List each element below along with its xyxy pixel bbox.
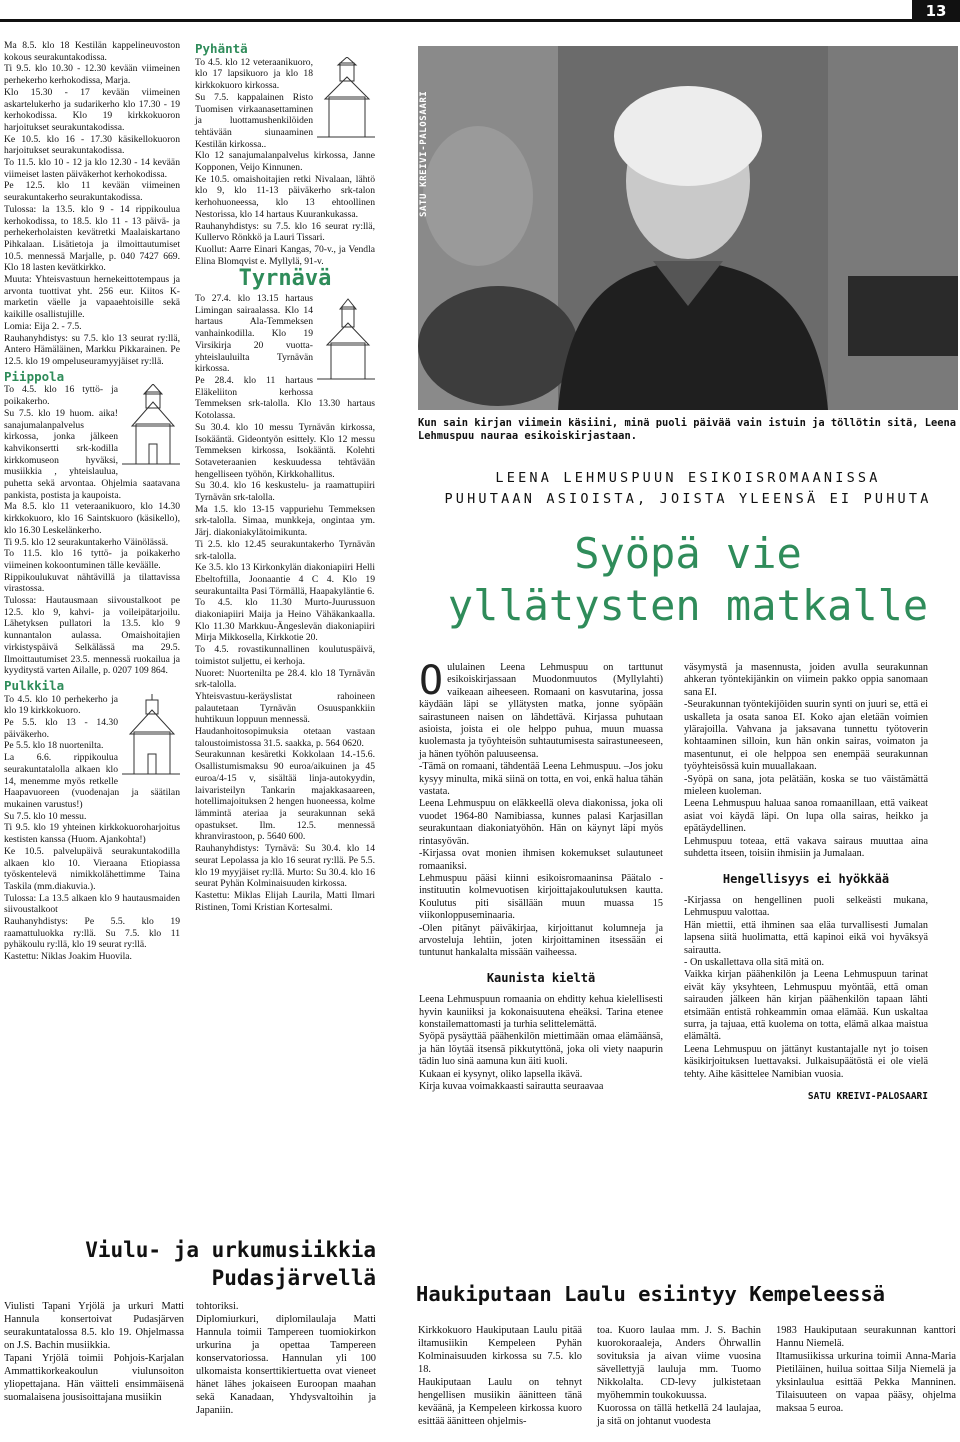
pulkkila-item: Tulossa: La 13.5 alkaen klo 9 hautausmaiden siivoustalkoot [4, 892, 180, 916]
article-paragraph: -Olen pitänyt päiväkirjaa, kirjoittanut kolumneja ja arvosteluja lehtiin, joten kirjoittaminen itsessään ei tuntunut hankalalta missään vaiheessa. [419, 922, 663, 959]
article-paragraph: -Syöpä on sana, jota pelätään, koska se tuo väistämättä mieleen kuoleman. [684, 773, 928, 798]
tyrnava-item: Ti 2.5. klo 12.45 seurakuntakerho Tyrnävän srk-talolla. [195, 538, 375, 562]
article-kicker [418, 468, 958, 510]
viulu-paragraph: tohtoriksi. [196, 1301, 239, 1312]
viulu-column-2 [196, 1300, 376, 1417]
article-paragraph: Hän miettii, että ihminen saa eläa turvallisesti Jumalan lapsena siitä huolimatta, että kapinoi eikä voi hyväksyä sairautta. [684, 919, 928, 956]
tyrnava-item: Ke 3.5. klo 13 Kirkonkylän diakoniapiiri Helli Ebeltoftilla, Joonaantie 4 C 4. Klo 19 seurakuntailta Pasi Törmällä, Haapakyläntie 6. [195, 562, 375, 597]
left-p5: To 11.5. klo 10 - 12 ja klo 12.30 - 14 kevään viimeiset lasten päiväkerhot kerhokodissa. [4, 157, 180, 180]
viulu-paragraph: Tapani Yrjölä toimii Pohjois-Karjalan Ammattikorkeakoulun viulunsoiton yliopettajana. Hän väitteli ensimmäisenä suomalaisena jousisoittajana musiikin [4, 1353, 184, 1403]
article-paragraph: Kirja kuvaa voimakkaasti sairautta seuraavaa [419, 1081, 604, 1092]
article-byline: SATU KREIVI-PALOSAARI [807, 1091, 928, 1102]
haukipudas-headline: Haukiputaan Laulu esiintyy Kempeleessä [416, 1282, 885, 1306]
tyrnava-item: Nuoret: Nuortenilta pe 28.4. klo 18 Tyrnävän srk-talolla. [195, 667, 375, 691]
piippola-item: To 11.5. klo 16 tyttö- ja poikakerho viimeinen kokoontuminen tälle keväälle. [4, 548, 180, 571]
article-column-1 [419, 658, 663, 1093]
page-header [0, 0, 960, 20]
article-paragraph: Lehmuspuu toteaa, että vakava sairaus muuttaa aina suhdetta itseen, toisiin ihmisiin ja Jumalaan. [684, 835, 928, 860]
photo-credit: SATU KREIVI-PALOSAARI [419, 90, 429, 217]
pyhanta-item: Klo 12 sanajumalanpalvelus kirkossa, Janne Kopponen, Veijo Kinnunen. [195, 150, 375, 174]
subheading-hengellisyys: Hengellisyys ei hyökkää [722, 871, 890, 886]
viulu-paragraph: Viulisti Tapani Yrjölä ja urkuri Matti Hannula konsertoivat Pudasjärven seurakuntatalossa 8.5. klo 19. Ohjelmassa on J.S. Bachin musiikkia. [4, 1301, 184, 1351]
left-column [4, 40, 180, 963]
tyrnava-item: Su 30.4. klo 10 messu Tyrnävän kirkossa, Isokääntä. Gideontyön esittely. Klo 12 messu Temmeksen kirkossa, Isokääntä. Kolehti Sotaveteraanien keskuudessa tehtävään hengelliseen työhön, Kirkkohallitus. [195, 421, 375, 480]
pulkkila-item: Ke 10.5. palvelupäivä seurakuntakodilla alkaen klo 10. Vieraana Etiopiassa työskentelevä nimikkolähettimme Taina Taskila (mm.diakuvia.). [4, 845, 180, 892]
section-title-piippola: Piippola [4, 368, 65, 384]
church-icon [122, 694, 180, 778]
piippola-item: Ma 8.5. klo 11 veteraanikuoro, klo 14.30 kirkkokuoro, klo 16 Saintskuoro (käsikello), klo 16.30 Leskelänkerho. [4, 501, 180, 536]
headline-line-1: Syöpä vie [574, 529, 802, 578]
pulkkila-item: Pe 5.5. klo 18 nuortenilta. [4, 740, 104, 752]
left-p2: Ti 9.5. klo 10.30 - 12.30 kevään viimeinen perhekerho kerhokodissa, Marja. [4, 63, 180, 87]
tyrnava-item: To 4.5. rovastikunnallinen koulutuspäivä, toimistot suljettu, ei kerhoja. [195, 644, 375, 667]
church-icon [122, 384, 180, 468]
tyrnava-item: Rauhanyhdistys: Tyrnävä: Su 30.4. klo 14 seurat Lepolassa ja klo 16 seurat ry:llä. Pe 5.5. klo 19 myyjäiset ry:llä. Murto: Su 30.4. klo 16 seurat Pyhän Kolminaisuuden kirkossa. [195, 843, 375, 890]
headline-line-2: yllätysten matkalle [447, 581, 929, 630]
left-p8: Muuta: Yhteisvastuun hernekeittotempaus ja arvonta tuottivat yht. 256 eur. Kiitos K-marketin väelle ja vapaaehtoisille sekä kaikille osallistujille. [4, 274, 180, 321]
drop-cap: O [419, 658, 444, 704]
article-paragraph: -Tämä on romaani, tähdentää Leena Lehmuspuu. –Jos joku kysyy minulta, mikä siinä on totta, en voi, enkä halua tähän vastata. [419, 761, 663, 798]
article-paragraph: -Seurakunnan työntekijöiden suurin synti on juuri se, että ei uskalleta ja osata sanoa EI. Koko ajan eletään voimien ylärajoilla. Vahvana ja jaksavana tunnettu työtoverin kohtaaminen silloin, kun hän onkin sairas, voimaton ja masentunut, ei ole helppoa sen enempää seurakunnan työyhteisössä kuin muuallakaan. [684, 699, 928, 773]
page-number: 13 [912, 0, 960, 22]
article-paragraph: -Kirjassa ovat monien ihmisen kokemukset sulautuneet romaaniksi. [419, 848, 663, 872]
viulu-column-1 [4, 1300, 184, 1404]
article-paragraph: Leena Lehmuspuu on jättänyt kustantajalle nyt jo toisen käsikirjoituksen luettavaksi. Julkaisupäätöstä ei ole vielä tehty. Aihe käsittelee Namibian vuosia. [684, 1043, 928, 1080]
pyhanta-item: Kuollut: Aarre Einari Kangas, 70-v., ja Vendla Elina Blomqvist e. Myllylä, 91-v. [195, 243, 375, 267]
kicker-line-2: PUHUTAAN ASIOISTA, JOISTA YLEENSÄ EI PUHUTA [444, 491, 932, 507]
article-paragraph: Syöpä pysäyttää päähenkilön miettimään omaa elämäänsä, ja hän löytää itsensä pikkutyttönä, joka oli viety naapurin tädin luo sinä aamuna kun äiti kuoli. [419, 1031, 663, 1068]
section-title-pulkkila: Pulkkila [4, 677, 65, 693]
pulkkila-item: To 4.5. klo 10 perhekerho ja klo 19 kirkkokuoro. [4, 693, 118, 717]
pyhanta-item: Ke 10.5. omaishoitajien retki Nivalaan, lähtö klo 9, klo 11-13 päiväkerho srk-talon kerhohuoneessa, klo 13 ehtoollinen Nestorissa, klo 14 hartaus Kuurankukassa. [195, 173, 375, 220]
church-icon [317, 57, 375, 141]
left-p1: Ma 8.5. klo 18 Kestilän kappelineuvoston kokous seurakuntakodissa. [4, 40, 180, 63]
haukipudas-paragraph: toa. Kuoro laulaa mm. J. S. Bachin kuorokoraaleja, Anders Öhrwallin sovituksia ja aivan viime vuosina sävellettyjä lauluja mm. Tuomo Nikkolalta. CD-levy julkistetaan myöhemmin toukokuussa. [597, 1325, 761, 1401]
tyrnava-item: Yhteisvastuu-keräyslistat rahoineen palautetaan Tyrnävän Osuuspankkiin huhtikuun loppuun mennessä. [195, 690, 375, 726]
article-paragraph: Kukaan ei kysynyt, oliko lapsella ikävä. [419, 1068, 583, 1080]
header-rule [0, 19, 912, 22]
pulkkila-item: Kastettu: Niklas Joakim Huovila. [4, 951, 132, 963]
feature-photo [418, 46, 958, 410]
article-paragraph: Leena Lehmuspuu on eläkkeellä oleva diakonissa, joka oli vuodet 1964-80 Namibiassa, kunnes palasi Karjasillan seurakuntaan diakoniatyöhön. Hän on käynyt läpi myös rintasyövän. [419, 798, 663, 847]
pyhanta-item: Rauhanyhdistys: su 7.5. klo 16 seurat ry:llä, Kullervo Rönkkö ja Lauri Tissari. [195, 220, 375, 244]
haukipudas-column-3 [776, 1324, 956, 1415]
tyrnava-item: Pe 28.4. klo 11 hartaus Eläkeliiton kerhossa Temmeksen srk-talolla. Klo 13.30 hartaus Kotolassa. [195, 374, 375, 422]
article-paragraph: Lehmuspuu pääsi kiinni esikoisromaaninsa Päätalo -instituutin kolmevuotisen kirjoittajakoulutuksen kautta. Koulutus piti sisällään muun muassa 15 viikonloppuseminaaria. [419, 872, 663, 922]
pyhanta-item: To 4.5. klo 12 veteraanikuoro, klo 17 lapsikuoro ja klo 18 kirkkokuoro kirkossa. [195, 56, 313, 92]
viulu-headline-line-1: Viulu- ja urkumusiikkia [85, 1238, 376, 1262]
left-p9: Lomia: Eija 2. - 7.5. [4, 320, 82, 332]
left-p10: Rauhanyhdistys: su 7.5. klo 13 seurat ry:llä, Antero Hämäläinen, Markku Pikkarainen. Pe 12.5. klo 19 ompeluseuramyyjäiset ry:llä. [4, 332, 180, 367]
pyhanta-item: Su 7.5. kappalainen Risto Tuomisen virkaanasettaminen ja luottamushenkilöiden tehtävään siunaaminen Kestilän kirkossa.. [195, 91, 313, 150]
haukipudas-paragraph: Haukiputaan Laulu on tehnyt hengellisen musiikin äänitteen tänä keväänä, ja Kempeleen kirkossa kuoro esittää äänitteen ohjelmis- [418, 1377, 582, 1427]
article-column-2 [684, 662, 928, 1103]
pulkkila-item: La 6.6. rippikoulua seurakuntatalolla alkaen klo 14, menemme myös retkelle Haapavuoreen (vuodenajan ja säätilan mukainen varustus!) [4, 752, 180, 810]
section-title-tyrnava: Tyrnävä [238, 266, 332, 292]
tyrnava-item: Haudanhoitosopimuksia otetaan vastaan taloustoimistossa 31.5. saakka, p. 564 0620. [195, 726, 375, 749]
article-paragraph: -Kirjassa on hengellinen puoli selkeästi mukana, Lehmuspuu valottaa. [684, 894, 928, 919]
left-p6: Pe 12.5. klo 11 kevään viimeinen seurakuntakerho seurakuntakodissa. [4, 180, 180, 204]
haukipudas-paragraph: Kirkkokuoro Haukiputaan Laulu pitää iltamusiikin Kempeleen Pyhän Kolminaisuuden kirkossa su 7.5. klo 18. [418, 1325, 582, 1375]
tyrnava-item: To 4.5. klo 11.30 Murto-Juurussuon diakoniapiiri Maija ja Heino Vähäkankaalla. Klo 11.30 Markkuu-Ängeslevän diakoniapiiri Mirja Mikkosella, Kirkkotie 20. [195, 597, 375, 644]
article-paragraph: Leena Lehmuspuu haluaa sanoa romaanillaan, että vaikeat asiat voi käydä läpi. On lupa olla sairas, heikko ja epätäydellinen. [684, 798, 928, 835]
piippola-item: Rippikoulukuvat nähtävillä ja tilattavissa virastossa. [4, 571, 180, 595]
article-paragraph: Vaikka kirjan päähenkilön ja Leena Lehmuspuun tarinat eivät käy yksyhteen, Lehmuspuu myöntää, että oman sairauden jälkeen hän kirjan päähenkilön tapaan lähti etsimään entistä rohkeammin omaa elämää. Kun uskaltaa surra, ja tajuaa, että kuolema on totta, elämä alkaa maistua elämältä. [684, 969, 928, 1043]
article-paragraph: väsymystä ja masennusta, joiden avulla seurakunnan ahkeran työntekijänkin on viimein pakko oppia sanomaan sana EI. [684, 662, 928, 698]
haukipudas-paragraph: Iltamusiikissa urkurina toimii Anna-Maria Pietiläinen, huilua soittaa Silja Niemelä ja yksinlaulua esittää Pekka Manninen. Tilaisuuteen on vapaa pääsy, ohjelma maksaa 5 euroa. [776, 1351, 956, 1414]
section-title-pyhanta: Pyhäntä [195, 41, 248, 56]
piippola-item: Ti 9.5. klo 12 seurakuntakerho Väinölässä. [4, 536, 169, 548]
tyrnava-item: Seurakunnan kesäretki Kokkolaan 14.-15.6. Osallistumismaksu 90 euroa/aikuinen ja 45 euroa/4-15 v, sisältää linja-autokyydin, laivaristeilyn Tankarin majakkasaareen, hotellimajoituksen 2 hengen huoneessa, kolme lämmintä ateriaa ja seurakunnan sekä opastukset. Ilm. 12.5. mennessä khranvirastoon, p. 5640 600. [195, 749, 375, 843]
haukipudas-paragraph: 1983 Haukiputaan seurakunnan kanttori Hannu Niemelä. [776, 1325, 956, 1349]
subheading-kaunista-kielta: Kaunista kieltä [486, 970, 596, 985]
tyrnava-item: To 27.4. klo 13.15 hartaus Limingan sairaalassa. Klo 14 hartaus Ala-Temmeksen vanhainkodilla. Klo 19 Virsikirja 20 vuotta-yhteislauluilta Tyrnävän kirkossa. [195, 293, 313, 375]
left-p4: Ke 10.5. klo 16 - 17.30 käsikellokuoron harjoitukset seurakuntakodissa. [4, 133, 180, 157]
pulkkila-item: Su 7.5. klo 10 messu. [4, 810, 87, 822]
viulu-headline-line-2: Pudasjärvellä [211, 1266, 376, 1290]
pulkkila-item: Pe 5.5. klo 13 - 14.30 päiväkerho. [4, 717, 118, 740]
pulkkila-item: Ti 9.5. klo 19 yhteinen kirkkokuoroharjoitus kestisten kanssa (Huom. Ajankohta!) [4, 822, 180, 846]
tyrnava-item: Ma 1.5. klo 13-15 vappuriehu Temmeksen srk-talolla. Simaa, munkkeja, ongintaa ym. Järj. diakoniakylätoimikunta. [195, 503, 375, 539]
left-p7: Tulossa: la 13.5. klo 9 - 14 rippikoulua kerhokodissa, to 18.5. klo 11 - 13 päivä- ja perhekerholaisten kevätretki Maalaiskartano Pihkalaan. Lisätietoja ja ilmoittautumiset 10.5. mennessä Marjalle, p. 040 7427 669. Klo 18 lasten kevätkirkko. [4, 203, 180, 274]
left-p3: Klo 15.30 - 17 kevään viimeinen askartelukerho ja sudarikerho klo 17.30 - 19 kerhokodissa. Klo 19 kirkkokuoron harjoitukset seurakuntakodissa. [4, 86, 180, 133]
haukipudas-column-1 [418, 1324, 582, 1428]
viulu-paragraph: Diplomiurkuri, diplomilaulaja Matti Hannula toimii Tampereen tuomiokirkon urkurina ja opettaa Tampereen konservatoriossa. Hannulan yli 100 ulkomaista konserttikiertuetta ovat vieneet hänet lähes jokaiseen Euroopan maahan sekä Kanadaan, Yhdysvaltoihin ja Japaniin. [196, 1314, 376, 1416]
article-paragraph: Leena Lehmuspuun romaania on ehditty kehua kielellisesti hyvin kauniiksi ja kokonaisuutena eheäksi. Tarina etenee konstailemattomasti ja turhia selittelemättä. [419, 994, 663, 1030]
article-paragraph: ululainen Leena Lehmuspuu on tarttunut esikoiskirjassaan Muodonmuutos (Myllylahti) vaikeaan aiheeseen. Romaani on kasvutarina, jossa käydään läpi se yllätysten matka, jonne syöpään sairastuneen naisen on lähdettävä. Kirjassa puhutaan asioista, joista ei ole helppo puhua, muun muassa kuolemasta ja työyhteisön suhtautumisesta sairastuneeseen, ja hänen työhön paluuseensa. [419, 662, 663, 760]
tyrnava-item: Kastettu: Miklas Elijah Laurila, Matti Ilmari Ristinen, Tomi Kristian Kortesalmi. [195, 889, 375, 913]
middle-column [195, 40, 375, 913]
haukipudas-column-2 [597, 1324, 761, 1428]
piippola-item: Su 7.5. klo 19 huom. aika! sanajumalanpalvelus kirkossa, jonka jälkeen kahvikonsertti srk-kodilla kirkkomuseon hyväksi, musiikkia , yhteislaulua, puhetta sekä arvontaa. Ohjelmia saatavana pankista, postista ja kaupoista. [4, 407, 180, 501]
tyrnava-item: Su 30.4. klo 16 keskustelu- ja raamattupiiri Tyrnävän srk-talolla. [195, 480, 375, 504]
article-paragraph: - On uskallettava olla sitä mitä on. [684, 956, 825, 968]
haukipudas-paragraph: Kuorossa on tällä hetkellä 24 laulajaa, ja sitä on johtanut vuodesta [597, 1403, 761, 1427]
pulkkila-item: Rauhanyhdistys: Pe 5.5. klo 19 raamattuluokka ry:llä. Su 7.5. klo 11 pyhäkoulu ry:llä, klo 19 seurat ry:llä. [4, 916, 180, 951]
piippola-item: Tulossa: Hautausmaan siivoustalkoot pe 12.5. klo 9, kahvi- ja voileipätarjoilu. Lähetyksen pullatori la 13.5. klo 9 kunnantalon aulassa. Omaishoitajien virkistyspäivä Selkälässä ma 29.5. Ilmoittautumiset 23.5. mennessä ruokailua ja kyyditystä varten Ailalle, p. 0207 109 864. [4, 595, 180, 677]
article-headline [418, 528, 958, 632]
viulu-headline [4, 1236, 376, 1292]
piippola-item: To 4.5. klo 16 tyttö- ja poikakerho. [4, 384, 118, 408]
church-icon [317, 293, 375, 389]
photo-caption: Kun sain kirjan viimein käsiini, minä puoli päivää vain istuin ja töllötin sitä, Leena Lehmuspuu nauraa esikoiskirjastaan. [418, 417, 956, 442]
kicker-line-1: LEENA LEHMUSPUUN ESIKOISROMAANISSA [495, 470, 881, 486]
